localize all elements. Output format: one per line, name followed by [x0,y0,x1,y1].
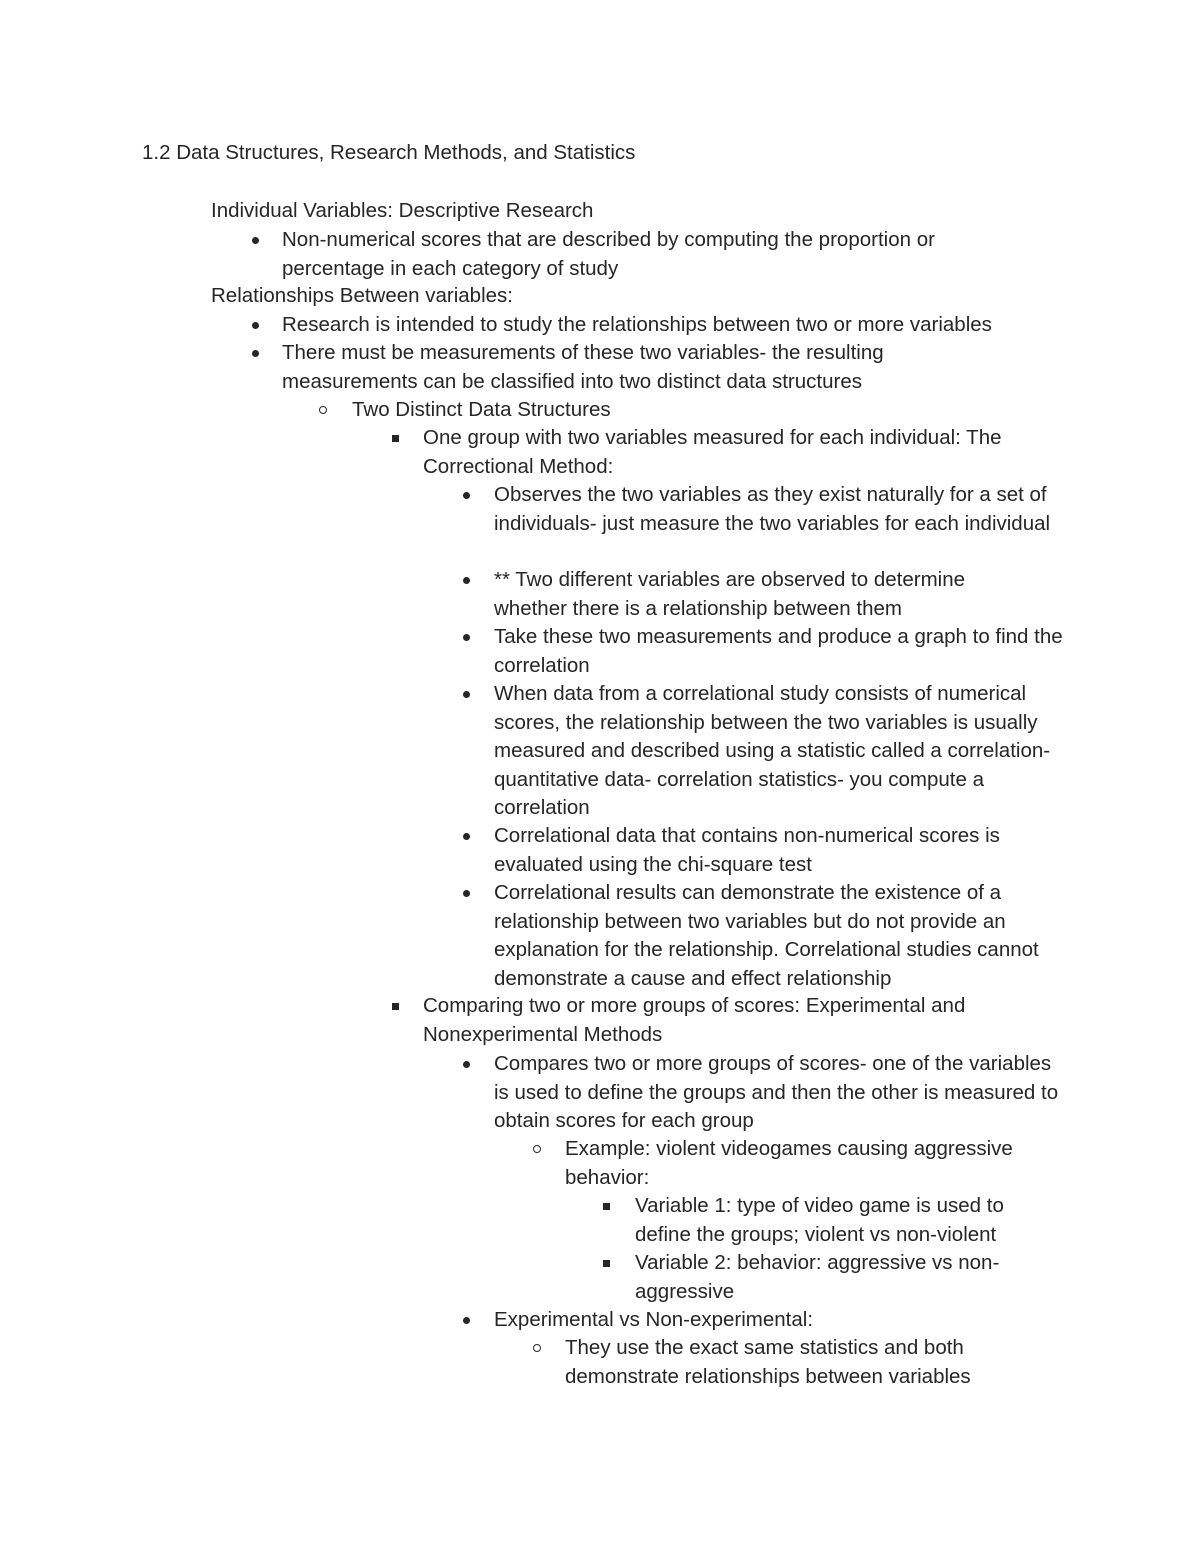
bullet-square-icon [389,992,407,1021]
list-item: Correlational results can demonstrate the existence of a relationship between two variables but do not provide an explanation for the relationship. Correlational studies cannot demonstrate a cause and effect relationship [494,881,1039,990]
list-item: Correlational data that contains non-numerical scores is evaluated using the chi-square test [494,824,1000,876]
bullet-dot-icon [248,226,266,255]
list-item: Variable 2: behavior: aggressive vs non-aggressive [635,1251,1000,1303]
list-item: Take these two measurements and produce a graph to find the correlation [494,625,1063,677]
bullet-dot-icon [248,339,266,368]
page-title: 1.2 Data Structures, Research Methods, and Statistics [142,141,636,164]
bullet-dot-icon [459,680,477,709]
list-item: There must be measurements of these two variables- the resulting measurements can be classified into two distinct data structures [282,341,884,393]
list-item-experimental-methods: Comparing two or more groups of scores: Experimental and Nonexperimental Methods [423,994,966,1046]
list-item: Observes the two variables as they exist naturally for a set of individuals- just measure the two variables for each individual [494,483,1051,535]
sub-heading-data-structures: Two Distinct Data Structures [352,398,611,421]
bullet-ring-icon [316,396,334,425]
list-item: Experimental vs Non-experimental: [494,1308,814,1331]
bullet-ring-icon [530,1135,548,1164]
bullet-dot-icon [459,481,477,510]
bullet-dot-icon [459,822,477,851]
bullet-square-icon [600,1192,618,1221]
bullet-dot-icon [459,566,477,595]
bullet-dot-icon [459,879,477,908]
bullet-dot-icon [459,1306,477,1335]
bullet-ring-icon [530,1334,548,1363]
list-item: When data from a correlational study consists of numerical scores, the relationship between the two variables is usually measured and described using a statistic called a correlation- quantitative data- correlation statistics- you compute a correlation [494,682,1051,819]
bullet-square-icon [389,424,407,453]
bullet-dot-icon [248,311,266,340]
list-item: They use the exact same statistics and both demonstrate relationships between variables [565,1336,971,1388]
list-item: Research is intended to study the relationships between two or more variables [282,313,992,336]
section-heading-individual-variables: Individual Variables: Descriptive Research [211,199,594,222]
list-item: Compares two or more groups of scores- one of the variables is used to define the groups and then the other is measured to obtain scores for each group [494,1052,1059,1132]
list-item: ** Two different variables are observed to determine whether there is a relationship between them [494,568,966,620]
list-item: Non-numerical scores that are described by computing the proportion or percentage in each category of study [282,228,935,280]
bullet-dot-icon [459,623,477,652]
bullet-dot-icon [459,1050,477,1079]
list-item-correlational-method: One group with two variables measured for each individual: The Correctional Method: [423,426,1002,478]
list-item-example: Example: violent videogames causing aggressive behavior: [565,1137,1013,1189]
bullet-square-icon [600,1249,618,1278]
list-item: Variable 1: type of video game is used to define the groups; violent vs non-violent [635,1194,1004,1246]
section-heading-relationships: Relationships Between variables: [211,284,513,307]
